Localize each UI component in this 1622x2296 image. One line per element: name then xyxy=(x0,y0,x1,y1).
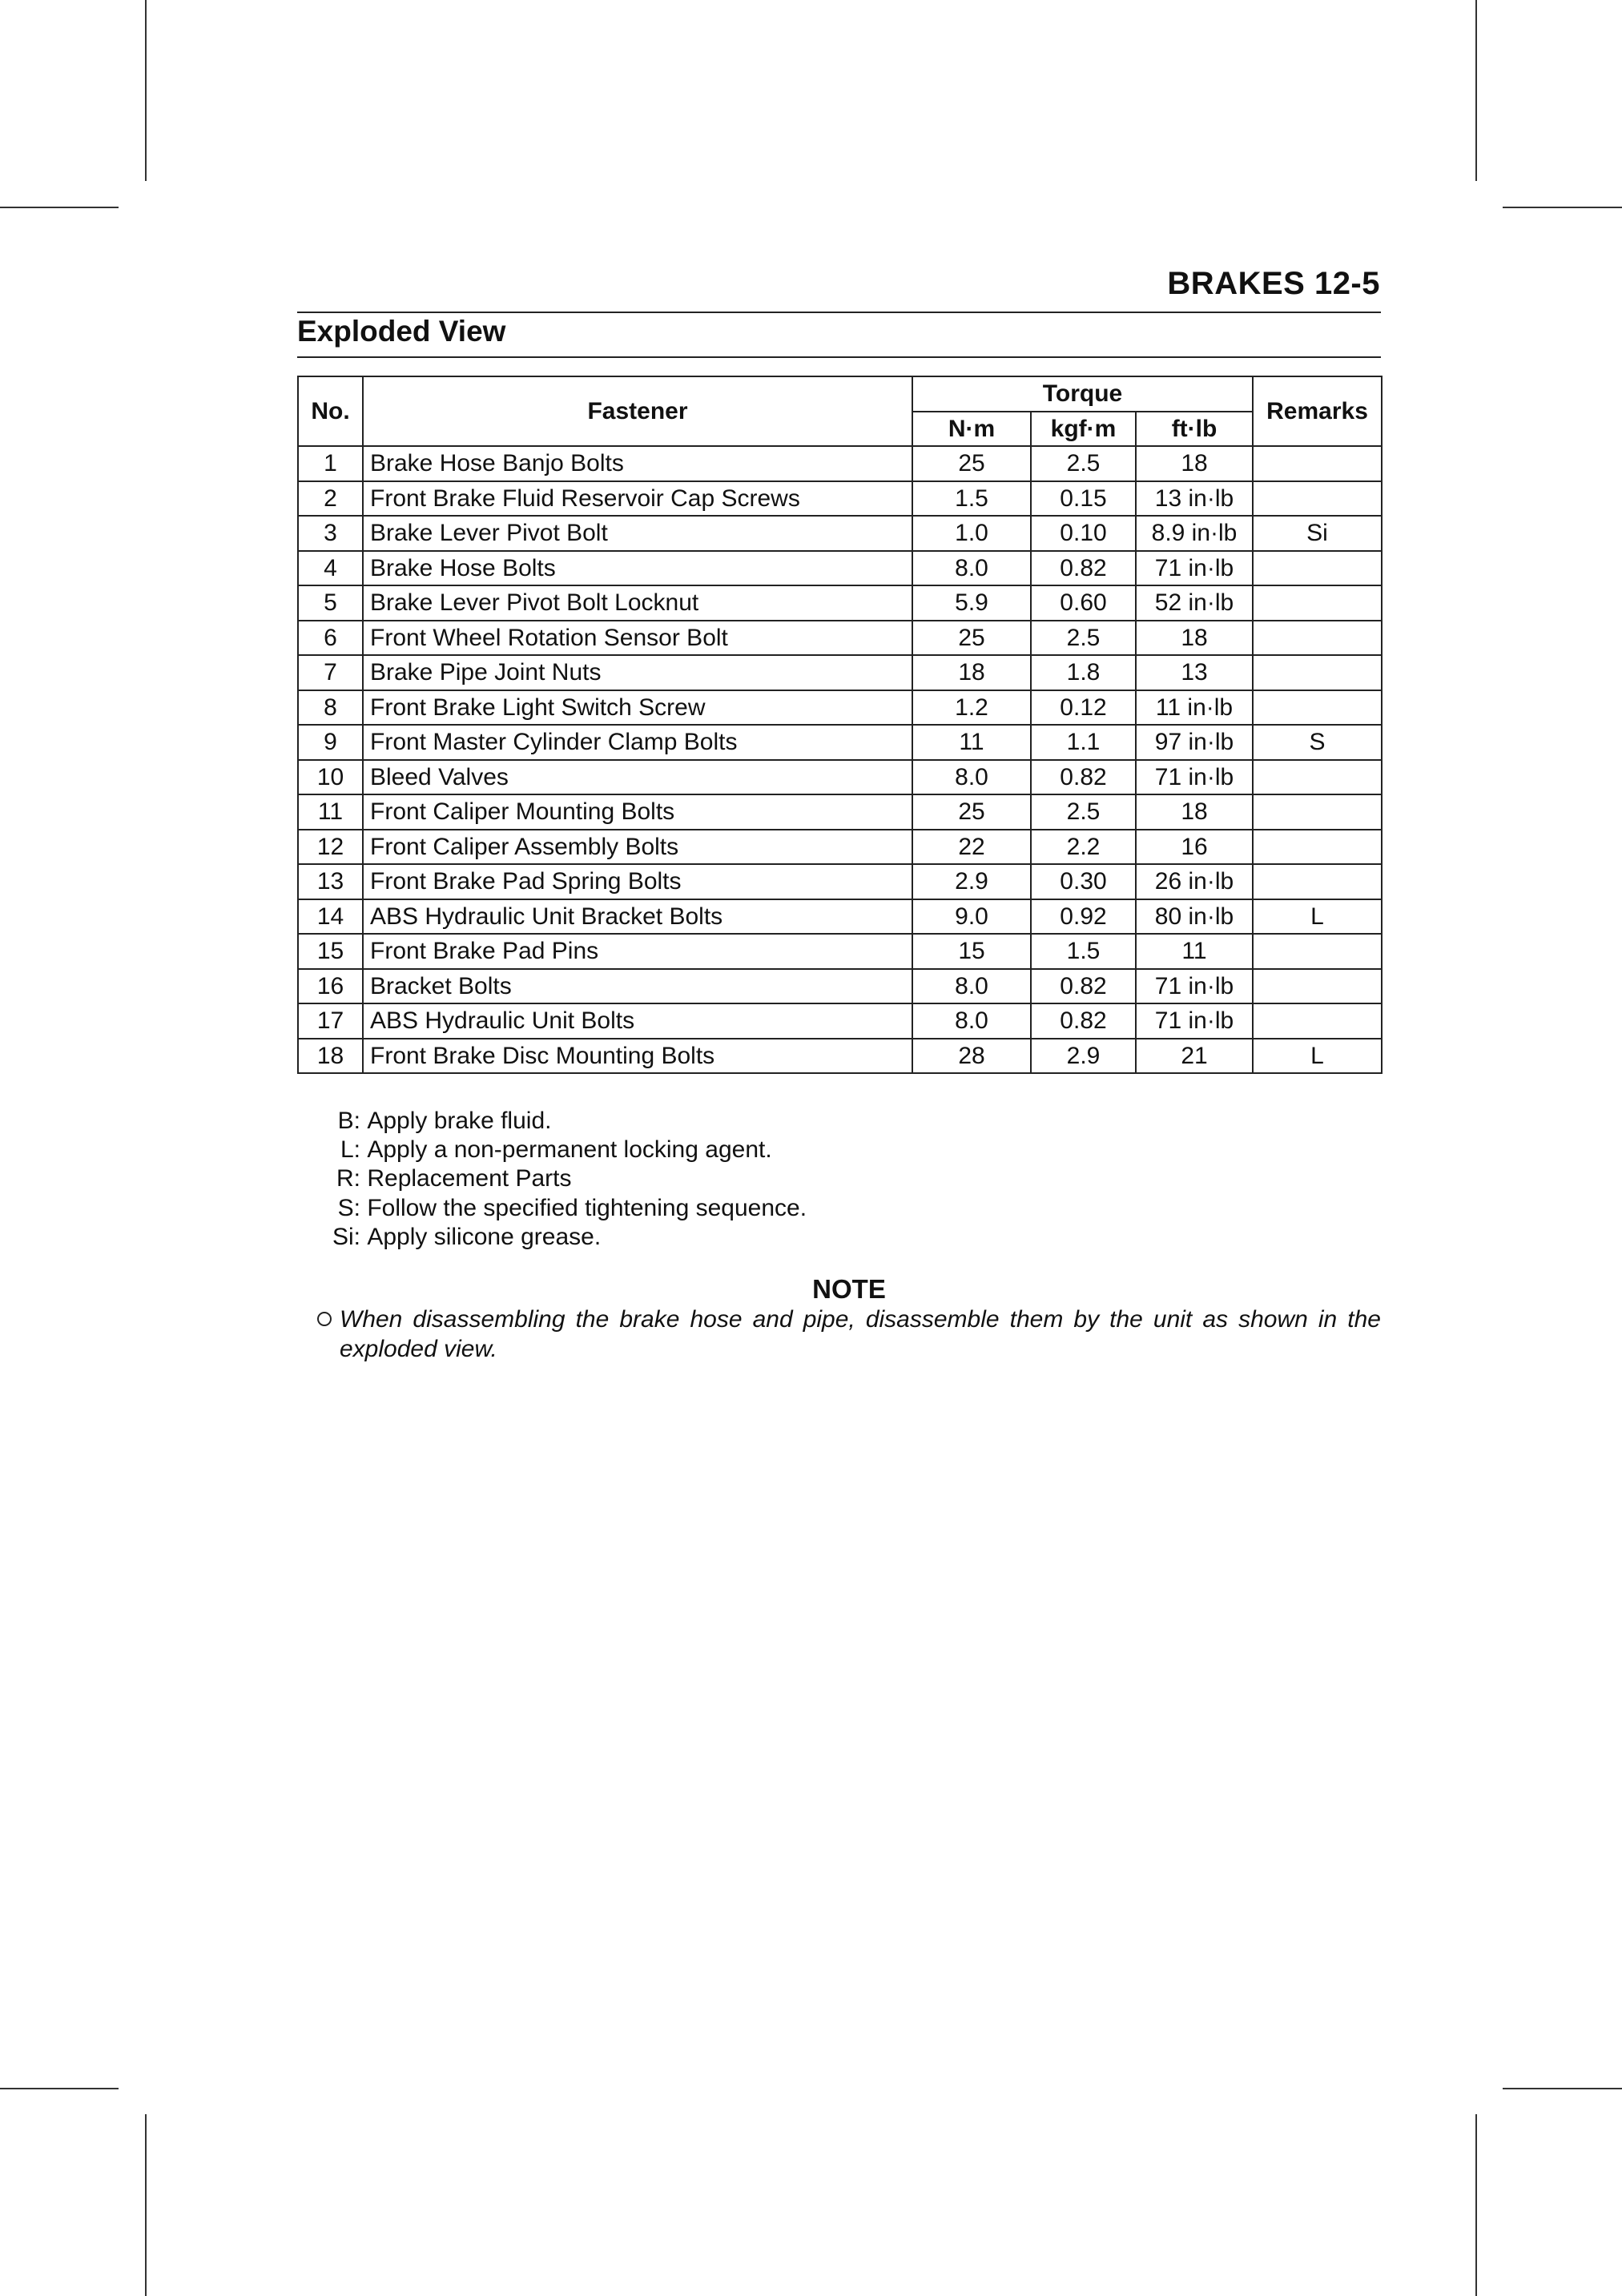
cell-nm: 25 xyxy=(912,446,1031,481)
legend-item xyxy=(325,1223,807,1252)
header-rule xyxy=(297,312,1381,313)
legend-code: B: xyxy=(337,1108,360,1134)
cell-fastener: Front Brake Pad Pins xyxy=(363,934,912,969)
cell-remarks xyxy=(1253,760,1382,795)
cell-ftlb: 97 in·lb xyxy=(1136,725,1253,760)
table-row xyxy=(298,655,1382,690)
remarks-legend xyxy=(325,1107,807,1252)
cell-remarks: Si xyxy=(1253,516,1382,551)
crop-mark-bottom-right-horizontal xyxy=(1503,2088,1622,2089)
cell-kgfm: 2.5 xyxy=(1031,794,1136,830)
cell-nm: 8.0 xyxy=(912,1003,1031,1039)
cell-no: 2 xyxy=(298,481,363,517)
cell-no: 17 xyxy=(298,1003,363,1039)
cell-kgfm: 0.10 xyxy=(1031,516,1136,551)
cell-ftlb: 71 in·lb xyxy=(1136,551,1253,586)
cell-remarks xyxy=(1253,1003,1382,1039)
cell-nm: 8.0 xyxy=(912,969,1031,1004)
cell-kgfm: 0.15 xyxy=(1031,481,1136,517)
cell-no: 7 xyxy=(298,655,363,690)
cell-remarks xyxy=(1253,794,1382,830)
cell-fastener: Bracket Bolts xyxy=(363,969,912,1004)
cell-no: 9 xyxy=(298,725,363,760)
cell-kgfm: 0.30 xyxy=(1031,864,1136,899)
cell-fastener: Front Wheel Rotation Sensor Bolt xyxy=(363,621,912,656)
cell-ftlb: 71 in·lb xyxy=(1136,760,1253,795)
cell-nm: 9.0 xyxy=(912,899,1031,935)
cell-nm: 8.0 xyxy=(912,760,1031,795)
header-no: No. xyxy=(298,376,363,446)
cell-no: 4 xyxy=(298,551,363,586)
cell-remarks xyxy=(1253,481,1382,517)
cell-nm: 15 xyxy=(912,934,1031,969)
table-row xyxy=(298,1003,1382,1039)
cell-kgfm: 1.1 xyxy=(1031,725,1136,760)
note-body xyxy=(319,1305,1381,1364)
bullet-circle-icon xyxy=(317,1312,332,1326)
crop-mark-top-left-vertical xyxy=(145,0,147,181)
table-row xyxy=(298,585,1382,621)
table-row xyxy=(298,1039,1382,1074)
cell-remarks xyxy=(1253,551,1382,586)
table-row xyxy=(298,830,1382,865)
cell-remarks xyxy=(1253,446,1382,481)
cell-remarks xyxy=(1253,864,1382,899)
cell-kgfm: 0.12 xyxy=(1031,690,1136,726)
legend-text: Apply brake fluid. xyxy=(367,1108,552,1134)
cell-nm: 5.9 xyxy=(912,585,1031,621)
cell-nm: 11 xyxy=(912,725,1031,760)
cell-ftlb: 71 in·lb xyxy=(1136,1003,1253,1039)
cell-fastener: Front Caliper Mounting Bolts xyxy=(363,794,912,830)
cell-remarks xyxy=(1253,621,1382,656)
legend-item xyxy=(325,1107,807,1136)
cell-remarks xyxy=(1253,934,1382,969)
cell-fastener: Front Brake Fluid Reservoir Cap Screws xyxy=(363,481,912,517)
cell-ftlb: 18 xyxy=(1136,621,1253,656)
table-row xyxy=(298,725,1382,760)
crop-mark-bottom-left-horizontal xyxy=(0,2088,119,2089)
table-row xyxy=(298,551,1382,586)
cell-nm: 1.0 xyxy=(912,516,1031,551)
cell-ftlb: 13 in·lb xyxy=(1136,481,1253,517)
cell-nm: 25 xyxy=(912,794,1031,830)
cell-kgfm: 2.9 xyxy=(1031,1039,1136,1074)
legend-item xyxy=(325,1164,807,1193)
cell-no: 12 xyxy=(298,830,363,865)
table-row xyxy=(298,934,1382,969)
cell-ftlb: 13 xyxy=(1136,655,1253,690)
cell-no: 10 xyxy=(298,760,363,795)
cell-no: 16 xyxy=(298,969,363,1004)
table-row xyxy=(298,446,1382,481)
header-remarks: Remarks xyxy=(1253,376,1382,446)
table-row xyxy=(298,969,1382,1004)
header-nm: N·m xyxy=(912,412,1031,447)
cell-kgfm: 0.82 xyxy=(1031,1003,1136,1039)
cell-fastener: Front Master Cylinder Clamp Bolts xyxy=(363,725,912,760)
legend-text: Apply silicone grease. xyxy=(367,1223,602,1250)
note-heading: NOTE xyxy=(812,1274,886,1304)
cell-kgfm: 2.5 xyxy=(1031,621,1136,656)
cell-ftlb: 18 xyxy=(1136,794,1253,830)
legend-code: R: xyxy=(336,1165,360,1192)
cell-fastener: ABS Hydraulic Unit Bracket Bolts xyxy=(363,899,912,935)
cell-fastener: Brake Hose Bolts xyxy=(363,551,912,586)
legend-code: S: xyxy=(337,1194,360,1221)
table-row xyxy=(298,516,1382,551)
cell-ftlb: 8.9 in·lb xyxy=(1136,516,1253,551)
legend-text: Follow the specified tightening sequence. xyxy=(367,1194,807,1221)
cell-remarks xyxy=(1253,655,1382,690)
cell-ftlb: 52 in·lb xyxy=(1136,585,1253,621)
legend-text: Apply a non-permanent locking agent. xyxy=(367,1136,772,1164)
cell-ftlb: 18 xyxy=(1136,446,1253,481)
cell-ftlb: 71 in·lb xyxy=(1136,969,1253,1004)
note-text: When disassembling the brake hose and pipe, disassemble them by the unit as shown in the exploded view. xyxy=(340,1306,1381,1362)
crop-mark-bottom-left-vertical xyxy=(145,2114,147,2296)
cell-no: 5 xyxy=(298,585,363,621)
cell-fastener: Brake Hose Banjo Bolts xyxy=(363,446,912,481)
cell-ftlb: 21 xyxy=(1136,1039,1253,1074)
cell-kgfm: 0.82 xyxy=(1031,551,1136,586)
cell-kgfm: 2.5 xyxy=(1031,446,1136,481)
cell-kgfm: 0.82 xyxy=(1031,969,1136,1004)
crop-mark-top-right-vertical xyxy=(1475,0,1477,181)
cell-nm: 2.9 xyxy=(912,864,1031,899)
header-fastener: Fastener xyxy=(363,376,912,446)
torque-spec-table xyxy=(297,376,1383,1074)
legend-text: Replacement Parts xyxy=(367,1165,572,1192)
cell-kgfm: 0.82 xyxy=(1031,760,1136,795)
table-row xyxy=(298,690,1382,726)
cell-nm: 1.5 xyxy=(912,481,1031,517)
cell-no: 14 xyxy=(298,899,363,935)
table-row xyxy=(298,621,1382,656)
cell-no: 6 xyxy=(298,621,363,656)
cell-kgfm: 0.60 xyxy=(1031,585,1136,621)
section-title: Exploded View xyxy=(297,315,506,348)
cell-ftlb: 26 in·lb xyxy=(1136,864,1253,899)
cell-remarks xyxy=(1253,690,1382,726)
table-row xyxy=(298,481,1382,517)
cell-fastener: Front Brake Pad Spring Bolts xyxy=(363,864,912,899)
cell-no: 13 xyxy=(298,864,363,899)
cell-remarks xyxy=(1253,969,1382,1004)
legend-item xyxy=(325,1136,807,1164)
cell-fastener: Brake Lever Pivot Bolt xyxy=(363,516,912,551)
cell-fastener: Front Brake Light Switch Screw xyxy=(363,690,912,726)
table-header-row xyxy=(298,376,1382,412)
legend-item xyxy=(325,1194,807,1223)
cell-fastener: Bleed Valves xyxy=(363,760,912,795)
legend-code: Si: xyxy=(332,1223,360,1250)
crop-mark-top-right-horizontal xyxy=(1503,207,1622,208)
section-rule xyxy=(297,356,1381,358)
header-kgfm: kgf·m xyxy=(1031,412,1136,447)
header-ftlb: ft·lb xyxy=(1136,412,1253,447)
crop-mark-bottom-right-vertical xyxy=(1475,2114,1477,2296)
cell-remarks xyxy=(1253,585,1382,621)
cell-nm: 1.2 xyxy=(912,690,1031,726)
cell-nm: 25 xyxy=(912,621,1031,656)
header-torque: Torque xyxy=(912,376,1253,412)
cell-fastener: Front Brake Disc Mounting Bolts xyxy=(363,1039,912,1074)
cell-nm: 22 xyxy=(912,830,1031,865)
cell-fastener: Brake Lever Pivot Bolt Locknut xyxy=(363,585,912,621)
cell-no: 3 xyxy=(298,516,363,551)
cell-kgfm: 1.5 xyxy=(1031,934,1136,969)
cell-nm: 18 xyxy=(912,655,1031,690)
cell-ftlb: 11 xyxy=(1136,934,1253,969)
cell-remarks: S xyxy=(1253,725,1382,760)
table-row xyxy=(298,760,1382,795)
cell-kgfm: 0.92 xyxy=(1031,899,1136,935)
cell-fastener: Front Caliper Assembly Bolts xyxy=(363,830,912,865)
cell-kgfm: 2.2 xyxy=(1031,830,1136,865)
cell-remarks: L xyxy=(1253,899,1382,935)
cell-no: 15 xyxy=(298,934,363,969)
table-row xyxy=(298,864,1382,899)
crop-mark-top-left-horizontal xyxy=(0,207,119,208)
cell-no: 11 xyxy=(298,794,363,830)
cell-fastener: Brake Pipe Joint Nuts xyxy=(363,655,912,690)
cell-no: 18 xyxy=(298,1039,363,1074)
cell-fastener: ABS Hydraulic Unit Bolts xyxy=(363,1003,912,1039)
cell-nm: 8.0 xyxy=(912,551,1031,586)
cell-kgfm: 1.8 xyxy=(1031,655,1136,690)
cell-remarks: L xyxy=(1253,1039,1382,1074)
cell-no: 8 xyxy=(298,690,363,726)
table-row xyxy=(298,899,1382,935)
legend-code: L: xyxy=(340,1136,360,1164)
cell-ftlb: 11 in·lb xyxy=(1136,690,1253,726)
cell-no: 1 xyxy=(298,446,363,481)
cell-ftlb: 80 in·lb xyxy=(1136,899,1253,935)
cell-remarks xyxy=(1253,830,1382,865)
cell-nm: 28 xyxy=(912,1039,1031,1074)
cell-ftlb: 16 xyxy=(1136,830,1253,865)
table-row xyxy=(298,794,1382,830)
page-header-title: BRAKES 12-5 xyxy=(1167,266,1380,301)
